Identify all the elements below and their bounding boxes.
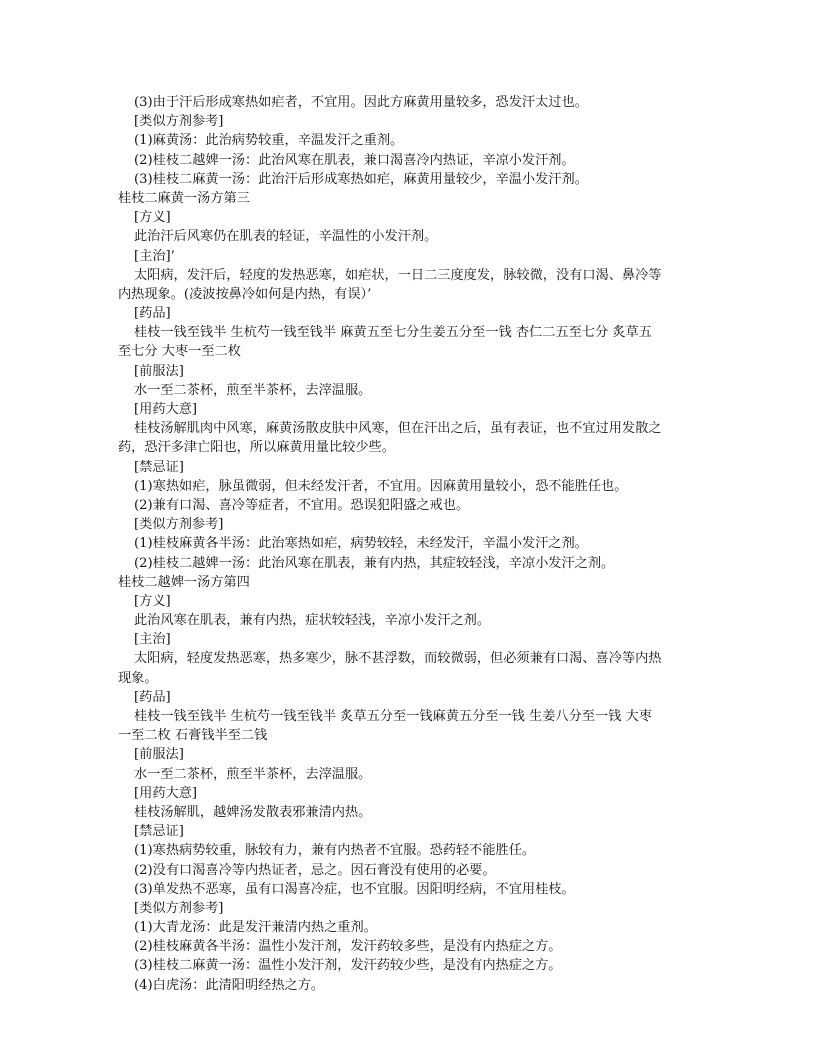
text-line: (1)寒热病势较重，脉较有力，兼有内热者不宜服。恐药轻不能胜任。 [134, 843, 536, 859]
text-line: (2)桂枝麻黄各半汤：温性小发汗剂，发汗药较多些，是没有内热症之方。 [134, 939, 562, 955]
text-line: (3)桂枝二麻黄一汤：温性小发汗剂，发汗药较少些，是没有内热症之方。 [134, 958, 562, 974]
text-line: 桂枝一钱至钱半 生杭芍一钱至钱半 麻黄五至七分生姜五分至一钱 杏仁二五至七分 炙草五 [134, 325, 652, 341]
text-line: 水一至二茶杯，煎至半茶杯，去滓温服。 [134, 766, 372, 782]
text-line: 内热现象。(凌波按鼻冷如何是内热，有误）’ [118, 286, 372, 302]
text-line: 桂枝一钱至钱半 生杭芍一钱至钱半 炙草五分至一钱麻黄五分至一钱 生姜八分至一钱 大枣 [134, 709, 652, 724]
text-line: 此治风寒在肌表，兼有内热，症状较轻浅，辛凉小发汗之剂。 [134, 613, 491, 629]
text-line: (1)桂枝麻黄各半汤：此治寒热如疟，病势较轻，未经发汗，辛温小发汗之剂。 [134, 536, 588, 552]
section-label: [药品] [134, 689, 171, 705]
section-label: [主治] [134, 632, 171, 648]
section-label: [禁忌证] [134, 824, 184, 840]
section-label: [方义] [134, 210, 171, 226]
text-line: 至七分 大枣一至二枚 [118, 344, 241, 360]
text-line: (1)麻黄汤：此治病势较重，辛温发汗之重剂。 [134, 133, 404, 149]
document-page [118, 93, 703, 995]
section-label: [前服法] [134, 747, 184, 763]
section-label: [前服法] [134, 363, 184, 379]
text-line: (3)桂枝二麻黄一汤：此治汗后形成寒热如疟，麻黄用量较少，辛温小发汗剂。 [134, 171, 588, 187]
section-label: [类似方剂参考] [134, 114, 224, 130]
text-line: 桂枝汤解肌，越婢汤发散表邪兼清内热。 [134, 804, 372, 820]
text-line: 桂枝汤解肌肉中风寒，麻黄汤散皮肤中风寒，但在汗出之后，虽有表证，也不宜过用发散之 [134, 421, 662, 437]
prescription-heading: 桂枝二麻黄一汤方第三 [118, 190, 250, 206]
text-line: (4)白虎汤：此清阳明经热之方。 [134, 977, 325, 993]
text-line: (1)大青龙汤：此是发汗兼清内热之重剂。 [134, 920, 377, 936]
text-line: (2)桂枝二越婢一汤：此治风寒在肌表，兼口渴喜冷内热证，辛凉小发汗剂。 [134, 152, 575, 168]
text-line: 太阳病，轻度发热恶寒，热多寒少，脉不甚浮数，而较微弱，但必须兼有口渴、喜冷等内热 [134, 651, 662, 667]
text-line: (2)没有口渴喜冷等内热证者，忌之。因石膏没有使用的必要。 [134, 862, 496, 878]
section-label: [药品] [134, 306, 171, 322]
text-line: (2)桂枝二越婢一汤：此治风寒在肌表，兼有内热，其症较轻浅，辛凉小发汗之剂。 [134, 555, 615, 571]
section-label: [主治]’ [134, 248, 175, 264]
text-line: (2)兼有口渴、喜冷等症者，不宜用。恐误犯阳盛之戒也。 [134, 497, 470, 513]
section-label: [用药大意] [134, 785, 198, 801]
text-line: 太阳病，发汗后，轻度的发热恶寒，如疟状，一日二三度度发，脉较微，没有口渴、鼻冷等 [134, 267, 662, 283]
prescription-heading: 桂枝二越婢一汤方第四 [118, 574, 250, 590]
section-label: [用药大意] [134, 402, 198, 417]
text-line: (3)由于汗后形成寒热如疟者，不宜用。因此方麻黄用量较多，恐发汗太过也。 [134, 95, 588, 110]
text-line: 水一至二茶杯，煎至半茶杯，去滓温服。 [134, 382, 372, 398]
section-label: [类似方剂参考] [134, 517, 224, 533]
section-label: [方义] [134, 593, 171, 609]
text-line: 现象。 [118, 670, 158, 686]
text-line: 此治汗后风寒仍在肌表的轻证，辛温性的小发汗剂。 [134, 229, 438, 245]
text-line: (1)寒热如疟，脉虽微弱，但未经发汗者，不宜用。因麻黄用量较小，恐不能胜任也。 [134, 478, 628, 494]
text-line: 一至二枚 石膏钱半至二钱 [118, 728, 268, 744]
text-line: 药，恐汗多津亡阳也，所以麻黄用量比较少些。 [118, 440, 395, 456]
section-label: [类似方剂参考] [134, 900, 224, 916]
text-line: (3)单发热不恶寒，虽有口渴喜冷症，也不宜服。因阳明经病，不宜用桂枝。 [134, 881, 575, 897]
section-label: [禁忌证] [134, 459, 184, 475]
